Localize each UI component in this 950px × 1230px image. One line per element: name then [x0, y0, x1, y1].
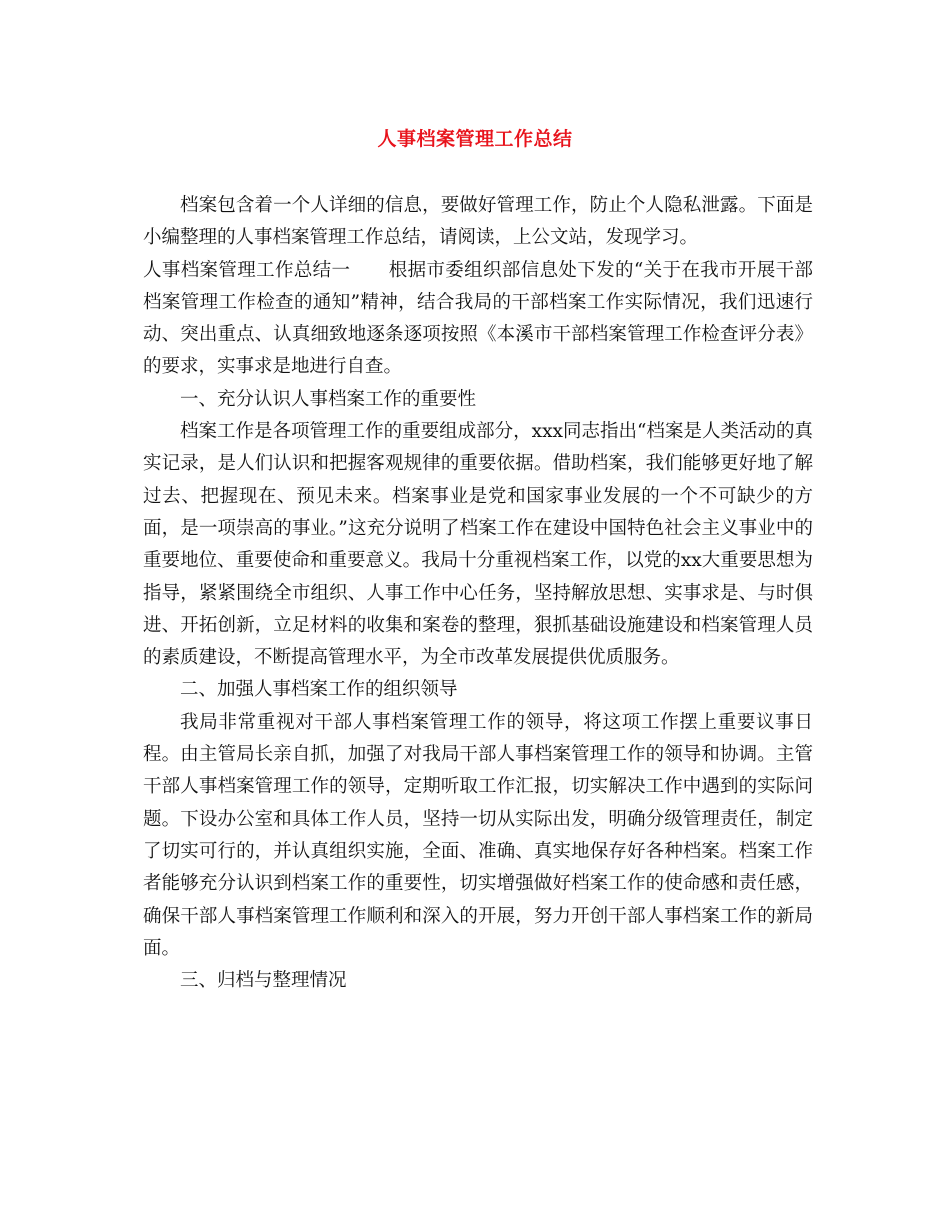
part-one-text: 根据市委组织部信息处下发的“关于在我市开展干部档案管理工作检查的通知”精神，结合我局的干部档案工作实际情况，我们迅速行动、突出重点、认真细致地逐条逐项按照《本溪市干部档案管理工作检查评分表》的要求，实事求是地进行自查。 [143, 259, 813, 378]
section-two-heading: 二、加强人事档案工作的组织领导 [180, 679, 458, 701]
document-title: 人事档案管理工作总结 [377, 128, 573, 150]
section-one-paragraph: 档案工作是各项管理工作的重要组成部分，xxx同志指出“档案是人类活动的真实记录，是人们认识和把握客观规律的重要依据。借助档案，我们能够更好地了解过去、把握现在、预见未来。档案事业是党和国家事业发展的一个不可缺少的方面，是一项崇高的事业。”这充分说明了档案工作在建设中国特色社会主义事业中的重要地位、重要使命和重要意义。我局十分重视档案工作，以党的xx大重要思想为指导，紧紧围绕全市组织、人事工作中心任务，坚持解放思想、实事求是、与时俱进、开拓创新，立足材料的收集和案卷的整理，狠抓基础设施建设和档案管理人员的素质建设，不断提高管理水平，为全市改革发展提供优质服务。 [143, 421, 813, 669]
part-one-paragraph [143, 255, 813, 384]
document-body [143, 190, 813, 997]
section-three-heading: 三、归档与整理情况 [180, 970, 347, 992]
part-one-heading: 人事档案管理工作总结一 [143, 259, 351, 281]
section-one-heading: 一、充分认识人事档案工作的重要性 [180, 388, 477, 410]
section-two-paragraph: 我局非常重视对干部人事档案管理工作的领导，将这项工作摆上重要议事日程。由主管局长亲自抓，加强了对我局干部人事档案管理工作的领导和协调。主管干部人事档案管理工作的领导，定期听取工作汇报，切实解决工作中遇到的实际问题。下设办公室和具体工作人员，坚持一切从实际出发，明确分级管理责任，制定了切实可行的，并认真组织实施，全面、准确、真实地保存好各种档案。档案工作者能够充分认识到档案工作的重要性，切实增强做好档案工作的使命感和责任感，确保干部人事档案管理工作顺利和深入的开展，努力开创干部人事档案工作的新局面。 [143, 711, 813, 959]
intro-paragraph: 档案包含着一个人详细的信息，要做好管理工作，防止个人隐私泄露。下面是小编整理的人事档案管理工作总结，请阅读，上公文站，发现学习。 [143, 195, 813, 249]
